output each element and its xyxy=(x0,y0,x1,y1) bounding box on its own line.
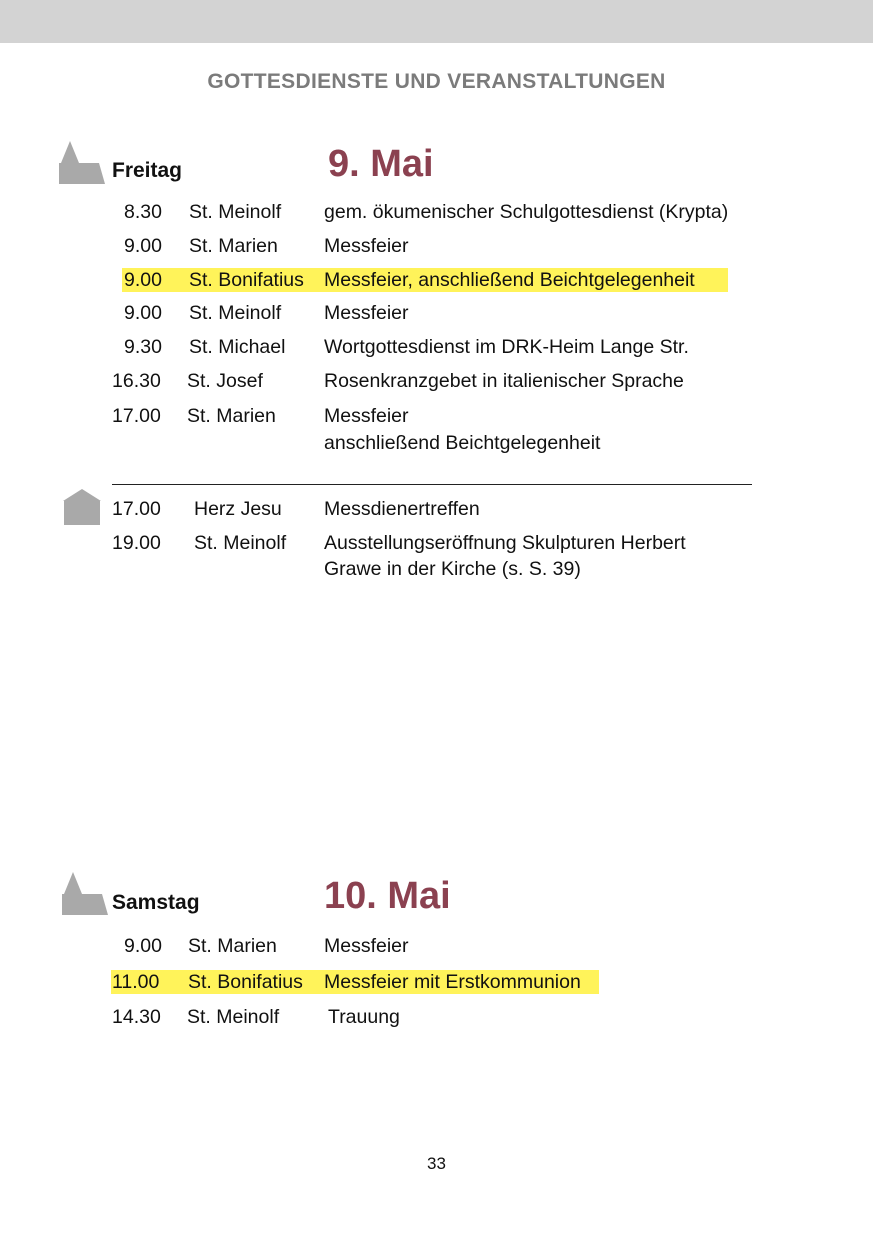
service-time: 16.30 xyxy=(112,370,161,392)
service-row xyxy=(0,1005,873,1031)
service-place: St. Bonifatius xyxy=(189,269,304,291)
service-desc: Messfeier xyxy=(324,235,409,257)
service-place: St. Meinolf xyxy=(189,201,282,223)
service-row xyxy=(0,200,873,226)
service-row xyxy=(0,335,873,361)
page-title: GOTTESDIENSTE UND VERANSTALTUNGEN xyxy=(207,70,666,93)
service-place: St. Marien xyxy=(187,405,276,427)
service-desc: Messfeier xyxy=(324,405,409,427)
service-time: 9.00 xyxy=(124,302,162,324)
event-row xyxy=(0,497,873,523)
event-time: 17.00 xyxy=(112,498,161,520)
service-row xyxy=(0,234,873,260)
service-time: 9.30 xyxy=(124,336,162,358)
date-heading: 10. Mai xyxy=(324,875,451,917)
service-desc: Trauung xyxy=(328,1006,400,1028)
event-desc-continued: Grawe in der Kirche (s. S. 39) xyxy=(324,558,581,580)
event-desc: Messdienertreffen xyxy=(324,498,480,520)
service-desc: Rosenkranzgebet in italienischer Sprache xyxy=(324,370,684,392)
church-icon xyxy=(62,872,108,915)
service-place: St. Meinolf xyxy=(187,1006,280,1028)
top-bar xyxy=(0,0,873,43)
day-name: Freitag xyxy=(112,159,183,182)
service-time: 11.00 xyxy=(112,971,160,993)
service-time: 8.30 xyxy=(124,201,162,223)
service-desc-continued: anschließend Beichtgelegenheit xyxy=(324,432,601,454)
event-place: St. Meinolf xyxy=(194,532,287,554)
day-name: Samstag xyxy=(112,891,200,914)
service-place: St. Josef xyxy=(187,370,263,392)
service-time: 9.00 xyxy=(124,235,162,257)
service-desc: Wortgottesdienst im DRK-Heim Lange Str. xyxy=(324,336,689,358)
service-time: 9.00 xyxy=(124,935,162,957)
service-desc: Messfeier, anschließend Beichtgelegenheit xyxy=(324,269,695,291)
service-desc: Messfeier xyxy=(324,302,409,324)
event-time: 19.00 xyxy=(112,532,161,554)
service-time: 14.30 xyxy=(112,1006,161,1028)
service-row xyxy=(0,369,873,395)
church-icon xyxy=(59,141,105,184)
service-row xyxy=(0,970,873,996)
date-heading: 9. Mai xyxy=(328,143,434,185)
service-row xyxy=(0,268,873,294)
event-desc: Ausstellungseröffnung Skulpturen Herbert xyxy=(324,532,686,554)
event-place: Herz Jesu xyxy=(194,498,282,520)
page-number: 33 xyxy=(427,1154,446,1173)
service-time: 9.00 xyxy=(124,269,162,291)
service-place: St. Michael xyxy=(189,336,286,358)
service-row xyxy=(0,301,873,327)
service-place: St. Bonifatius xyxy=(188,971,303,993)
service-row xyxy=(0,404,873,430)
event-row xyxy=(0,531,873,557)
service-time: 17.00 xyxy=(112,405,161,427)
service-row xyxy=(0,934,873,960)
service-desc: Messfeier mit Erstkommunion xyxy=(324,971,581,993)
service-place: St. Marien xyxy=(188,935,277,957)
service-place: St. Marien xyxy=(189,235,278,257)
service-place: St. Meinolf xyxy=(189,302,282,324)
service-desc: Messfeier xyxy=(324,935,409,957)
section-divider xyxy=(112,484,752,485)
service-desc: gem. ökumenischer Schulgottesdienst (Krypta) xyxy=(324,201,729,223)
